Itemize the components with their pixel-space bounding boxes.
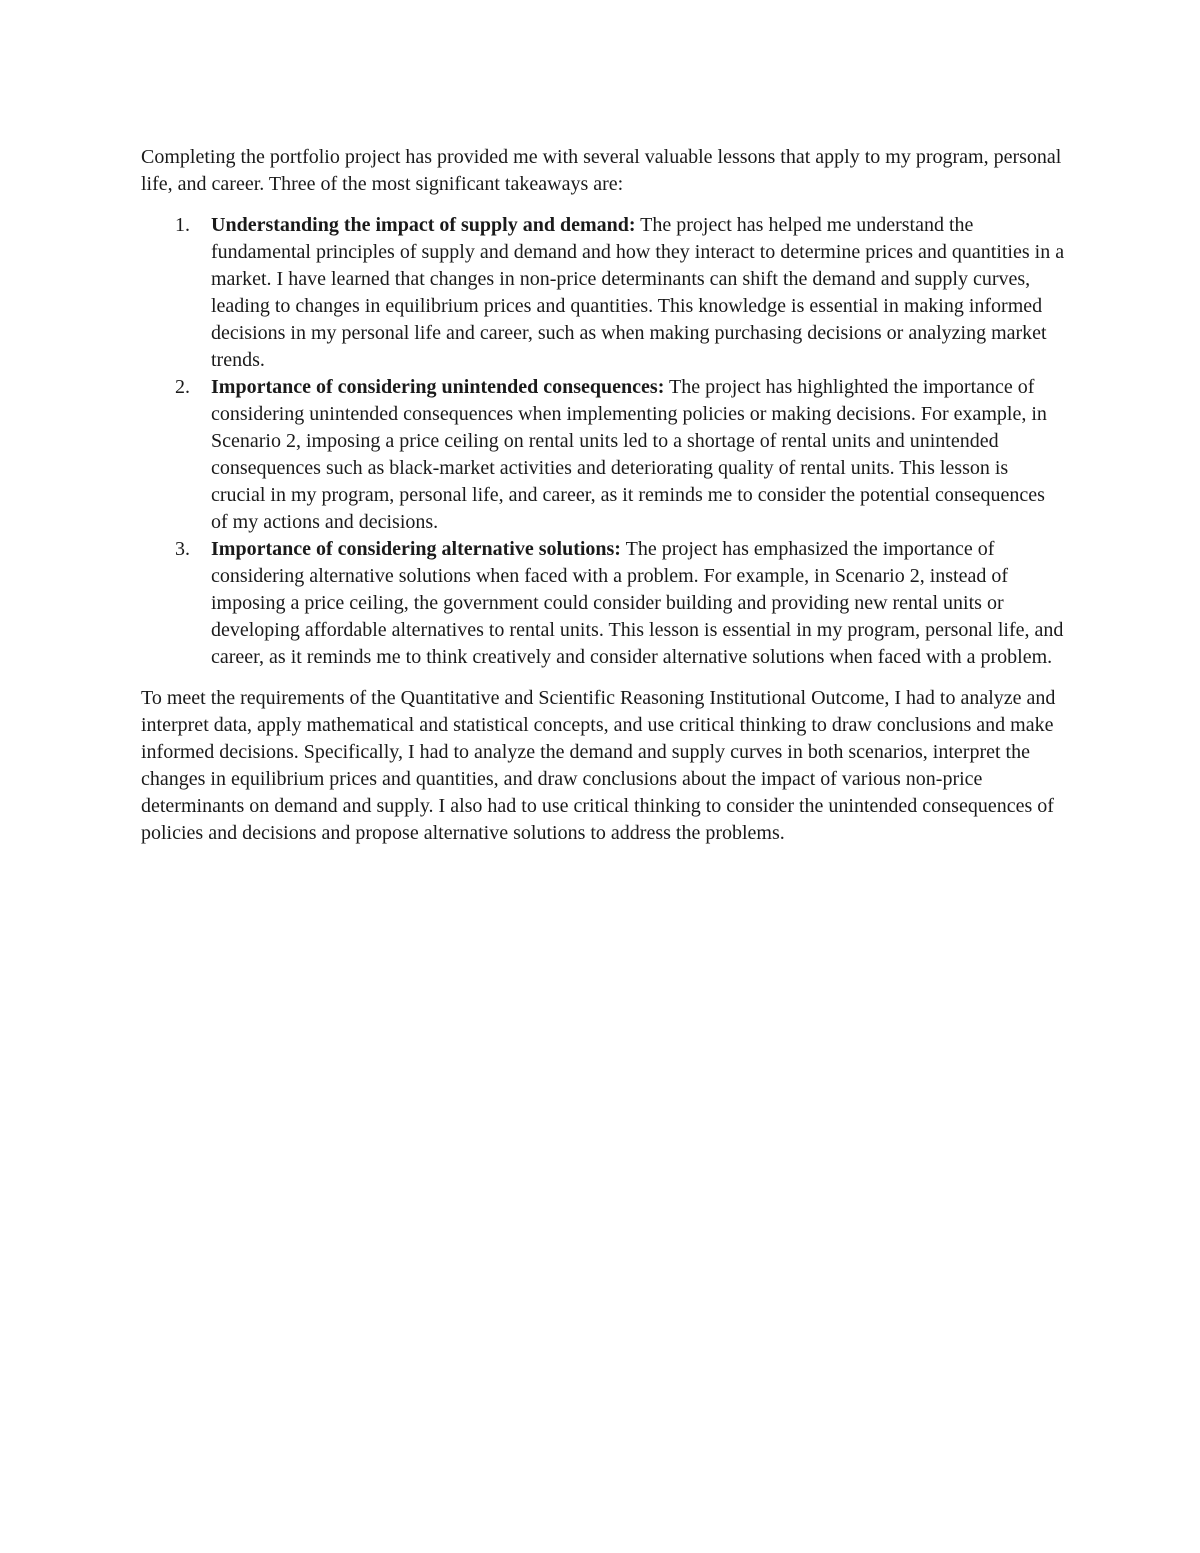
list-item (141, 212, 1066, 374)
document-body (141, 144, 1066, 847)
takeaway-body: The project has helped me understand the fundamental principles of supply and demand and how they interact to determine prices and quantities in a market. I have learned that changes in non-price determinants can shift the demand and supply curves, leading to changes in equilibrium prices and quantities. This knowledge is essential in making informed decisions in my personal life and career, such as when making purchasing decisions or analyzing market trends. (211, 214, 1065, 371)
list-number: 3. (175, 538, 190, 560)
takeaway-heading: Understanding the impact of supply and demand: (211, 214, 636, 236)
list-number: 2. (175, 376, 190, 398)
conclusion-paragraph: To meet the requirements of the Quantitative and Scientific Reasoning Institutional Outcome, I had to analyze and interpret data, apply mathematical and statistical concepts, and use critical thinking to draw conclusions and make informed decisions. Specifically, I had to analyze the demand and supply curves in both scenarios, interpret the changes in equilibrium prices and quantities, and draw conclusions about the impact of various non-price determinants on demand and supply. I also had to use critical thinking to consider the unintended consequences of policies and decisions and propose alternative solutions to address the problems. (141, 687, 1056, 844)
takeaway-heading: Importance of considering alternative solutions: (211, 538, 621, 560)
list-item (141, 536, 1066, 671)
list-item (141, 374, 1066, 536)
takeaway-heading: Importance of considering unintended consequences: (211, 376, 665, 398)
intro-paragraph: Completing the portfolio project has provided me with several valuable lessons that apply to my program, personal life, and career. Three of the most significant takeaways are: (141, 146, 1062, 195)
list-number: 1. (175, 214, 190, 236)
takeaways-list (141, 212, 1066, 671)
takeaway-body: The project has emphasized the importance of considering alternative solutions when faced with a problem. For example, in Scenario 2, instead of imposing a price ceiling, the government could consider building and providing new rental units or developing affordable alternatives to rental units. This lesson is essential in my program, personal life, and career, as it reminds me to think creatively and consider alternative solutions when faced with a problem. (211, 538, 1064, 668)
takeaway-body: The project has highlighted the importance of considering unintended consequences when implementing policies or making decisions. For example, in Scenario 2, imposing a price ceiling on rental units led to a shortage of rental units and unintended consequences such as black-market activities and deteriorating quality of rental units. This lesson is crucial in my program, personal life, and career, as it reminds me to consider the potential consequences of my actions and decisions. (211, 376, 1047, 533)
